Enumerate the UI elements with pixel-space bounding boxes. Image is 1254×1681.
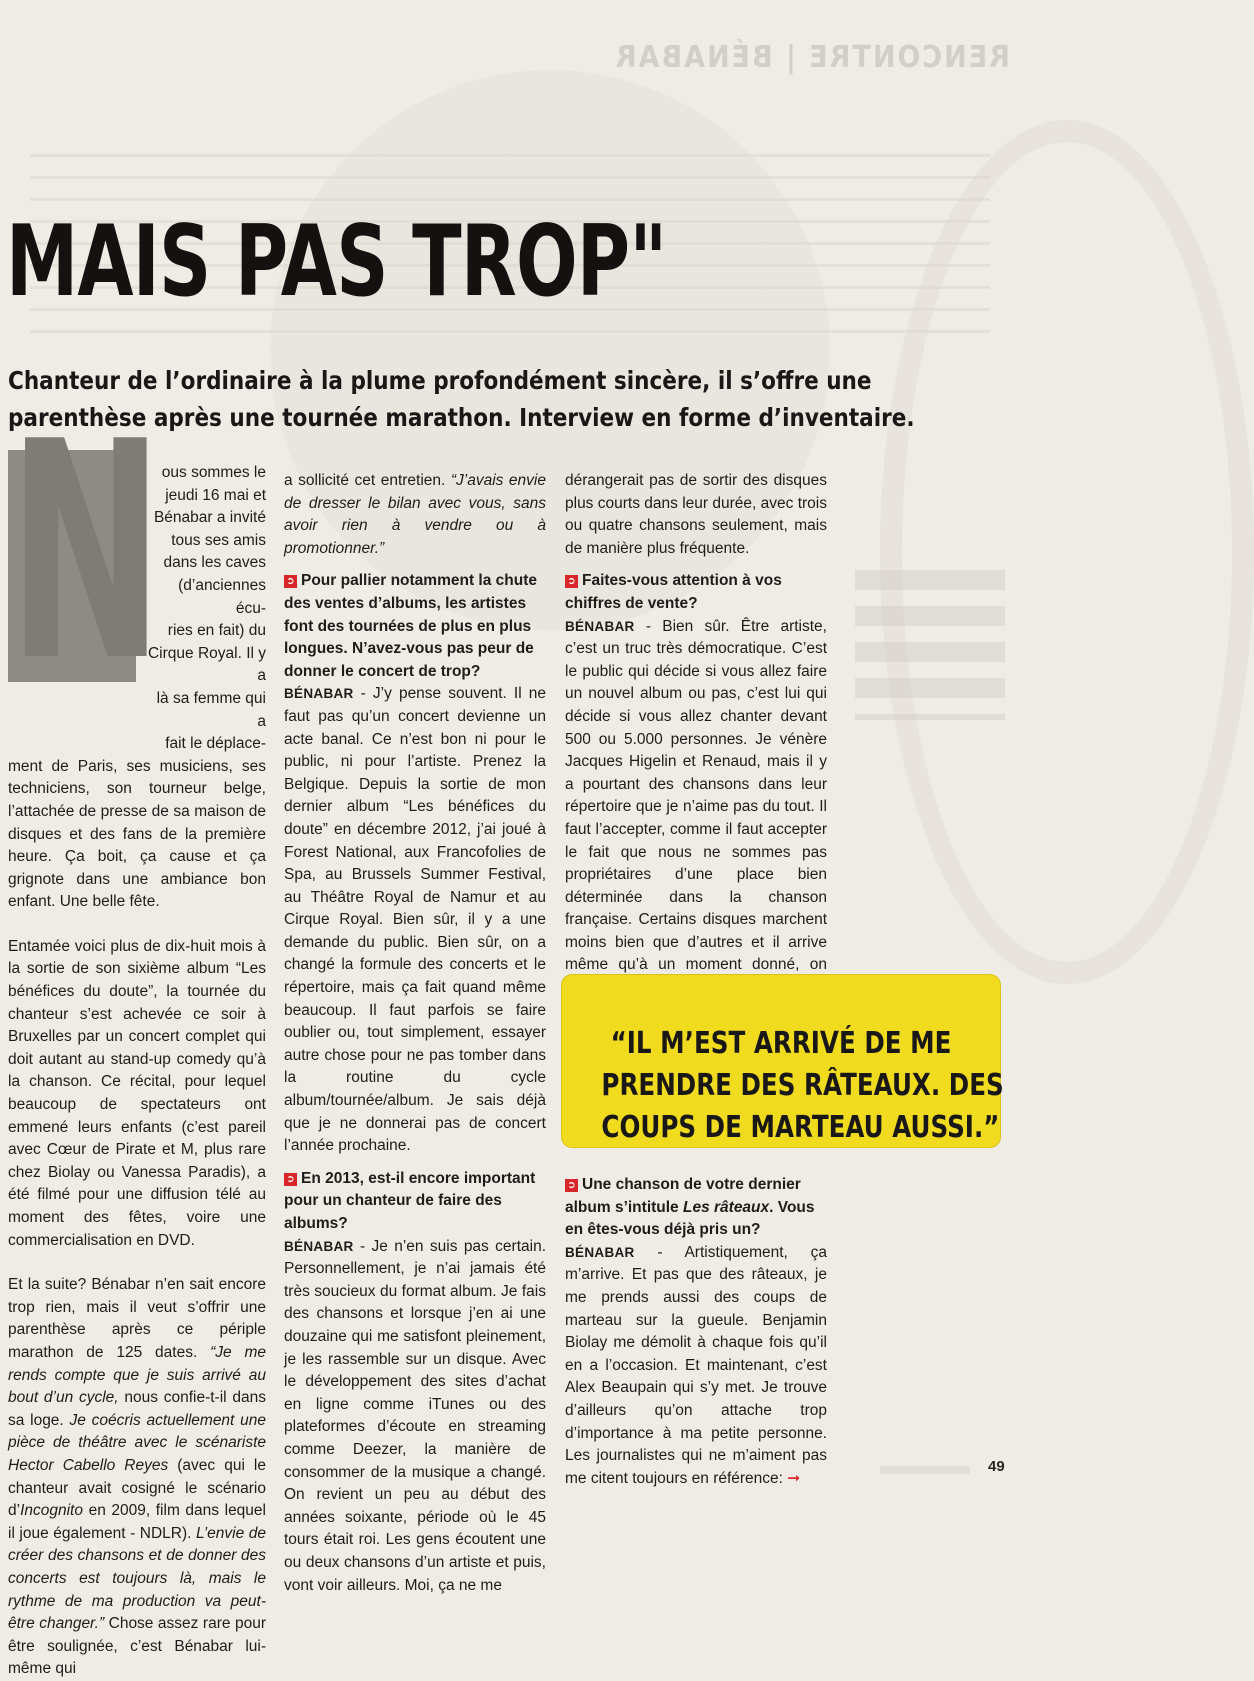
text-line: là sa femme qui a [156,689,266,730]
answer: BÉNABAR - Bien sûr. Être artiste, c’est un truc très démocratique. C’est le public qui décide si vous allez faire un nouvel album ou pas, c’est lui qui décide si vous allez chanter devant 500 ou 5.000 personnes. Je vénère Jacques Higelin et Renaud, mais il y a pourtant des chansons dans leur répertoire que je n’aime pas du tout. Il faut l’accepter, comme il faut accepter le fait que nous ne sommes pas propriétaires d’une place bien déterminée dans la chanson française. Certains disques marchent moins bien que d’autres et il arrive même qu’à un moment donné, on [565,617,827,974]
pull-quote [562,975,1004,1147]
text-line: (d’anciennes écu- [178,576,266,617]
question-arrow-icon: ➲ [284,575,297,588]
paragraph: Et la suite? Bénabar n’en sait encore trop rien, mais il veut s’offrir une parenthèse après ce périple marathon de 125 dates. “Je me rends compte que je suis arrivé au bout d’un cycle, nous confie-t-il dans sa loge. Je coécris actuellement une pièce de théâtre avec le scénariste Hector Cabello Reyes (avec qui le chanteur avait cosigné le scénario d’Incognito en 2009, film dans lequel il joue également - NDLR). L’envie de créer des chansons et de donner des concerts est toujours là, mais le rythme de ma production va peut-être changer.” Chose assez rare pour être soulignée, c’est Bénabar lui-même qui [8,1276,267,1678]
intro-line-2: parenthèse après une tournée marathon. Interview en forme d’inventaire. [8,403,915,432]
pull-quote-line: PRENDRE DES RÂTEAUX. DES [601,1068,1004,1103]
column-3-lower [565,1174,827,1490]
page-number: 49 [988,1458,1005,1475]
dropcap-block [8,378,266,756]
drop-cap: N [8,378,164,727]
question: ➲ En 2013, est-il encore important pour un chanteur de faire des albums? [284,1169,536,1232]
text-line: ous sommes le [161,464,266,481]
answer: BÉNABAR - Artistiquement, ça m’arrive. Et pas que des râteaux, je me prends aussi des coups de marteau sur la gueule. Benjamin Biolay me démolit à chaque fois qu’il en a l’occasion. Et maintenant, c’est Alex Beaupain qui s’y met. Je trouve d’ailleurs qu’on attache trop d’importance à ma petite personne. Les journalistes qui ne m’aiment pas me citent toujours en référence: ➞ [565,1243,827,1487]
answer: BÉNABAR - J’y pense souvent. Il ne faut pas qu’un concert devienne un acte banal. Ce n’est bon ni pour le public, ni pour l’artiste. Prenez la Belgique. Depuis la sortie de mon dernier album “Les bénéfices du doute” en décembre 2012, j’ai joué à Forest National, aux Francofolies de Spa, au Brussels Summer Festival, au Théâtre Royal de Namur et au Cirque Royal. Bien sûr, il y a une demande du public. Bien sûr, on a changé la formule des concerts et le répertoire, mais ça fait quand même beaucoup. Il faut parfois se faire oublier ou, tout simplement, essayer autre chose pour ne pas tomber dans la routine du cycle album/tournée/album. Je sais déjà que je ne donnerai pas de concert l’année prochaine. [284,685,546,1155]
pull-quote-line: “IL M’EST ARRIVÉ DE ME [610,1026,952,1061]
column-2 [284,470,546,1597]
footer-bleed [880,1466,970,1474]
column-1 [8,378,267,1681]
column-3 [565,470,827,1000]
text-line: Cirque Royal. Il y a [147,644,266,685]
text-line: Bénabar a invité [153,509,266,527]
bleed-through-sidebar [855,560,1005,720]
bleed-through-header: RENCONTRE | BÉNABAR [613,40,1010,75]
question: ➲ Faites-vous attention à vos chiffres de vente? [565,572,782,612]
headline: MAIS PAS TROP" [6,205,667,319]
text-line: ries en fait) du [167,622,266,640]
continue-arrow-icon: ➞ [787,1469,801,1487]
question-arrow-icon: ➲ [565,575,578,588]
text-line: dans les caves [163,554,266,572]
paragraph: a sollicité cet entretien. “J’avais envie de dresser le bilan avec vous, sans avoir rien à vendre ou à promotionner.” [284,472,546,557]
text-line: jeudi 16 mai et [165,486,266,504]
answer: BÉNABAR - Je n’en suis pas certain. Personnellement, je n’ai jamais été très soucieux du format album. Je fais des chansons et lorsque j’en ai une douzaine qui me satisfont pleinement, je les rassemble sur un disque. Avec le développement des sites d’achat en ligne comme iTunes ou des plateformes d’écoute en streaming comme Deezer, la manière de consommer de la musique a changé. On revient un peu au début des années soixante, période où le 45 tours était roi. Les gens écoutent une ou deux chansons d’un artiste et puis, vont voir ailleurs. Moi, ça ne me [284,1237,546,1594]
question: ➲ Pour pallier notamment la chute des ventes d’albums, les artistes font des tournées de plus en plus longues. N’avez-vous pas peur de donner le concert de trop? [284,572,537,680]
question-arrow-icon: ➲ [565,1179,578,1192]
text-line: fait le déplace- [165,735,266,753]
paragraph: Entamée voici plus de dix-huit mois à la sortie de son sixième album “Les bénéfices du doute”, la tournée du chanteur s’est achevée ce soir à Bruxelles par un concert complet qui doit autant au stand-up comedy qu’à la chanson. Ce récital, pour lequel beaucoup de spectateurs ont emmené leurs enfants (c’est pareil avec Cœur de Pirate et M, plus rare chez Biolay ou Vanessa Paradis), a été filmé pour une diffusion télé au moment des fêtes, voire une commercialisation en DVD. [8,937,266,1249]
intro-line-1: Chanteur de l’ordinaire à la plume profondément sincère, il s’offre une [8,366,872,395]
paragraph: ment de Paris, ses musiciens, ses techniciens, son tourneur belge, l’attachée de presse de sa maison de disques et des fans de la première heure. Ça boit, ça cause et ça grignote dans une ambiance bon enfant. Une belle fête. [8,757,266,911]
text-line: tous ses amis [171,531,266,549]
question-arrow-icon: ➲ [284,1173,297,1186]
pull-quote-line: COUPS DE MARTEAU AUSSI.” [601,1110,1000,1145]
dropcap-lines [146,450,266,756]
question: ➲ Une chanson de votre dernier album s’intitule Les râteaux. Vous en êtes-vous déjà pris un? [565,1176,815,1239]
paragraph: dérangerait pas de sortir des disques plus courts dans leur durée, avec trois ou quatre chansons seulement, mais de manière plus fréquente. [565,472,827,557]
